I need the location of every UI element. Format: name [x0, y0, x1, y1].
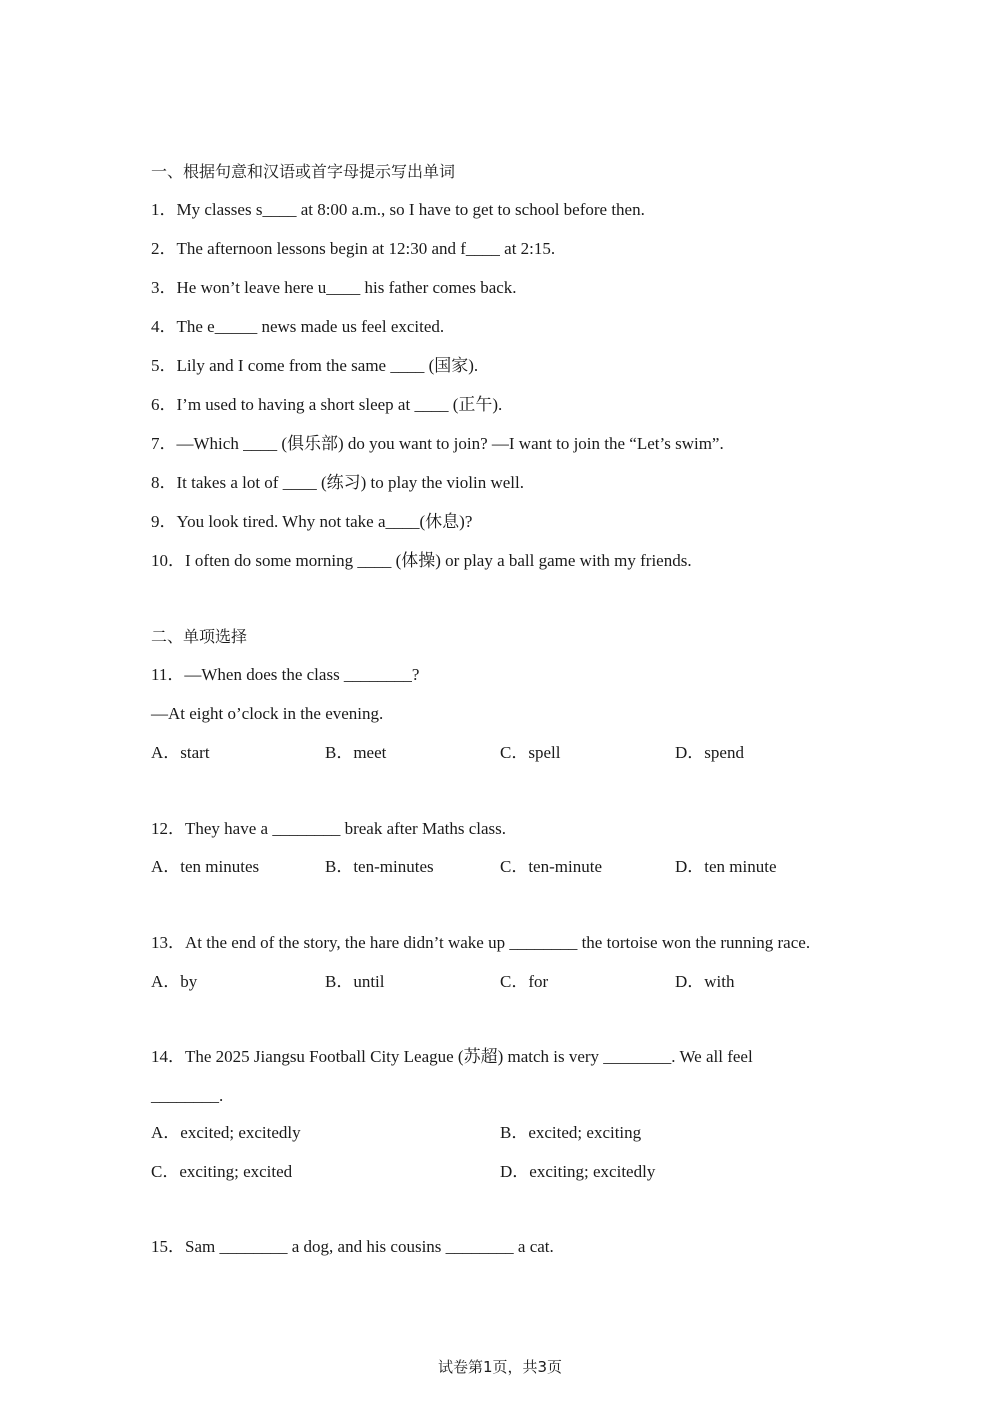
q12-option-c: C．ten-minute	[500, 857, 602, 876]
question-12-stem: 12．They have a ________ break after Maths class.	[151, 819, 506, 838]
question-3: 3．He won’t leave here u____ his father comes back.	[151, 278, 517, 297]
q14-option-b: B．excited; exciting	[500, 1123, 642, 1142]
question-8: 8．It takes a lot of ____ (练习) to play the violin well.	[151, 473, 524, 492]
q14-option-c: C．exciting; excited	[151, 1162, 293, 1181]
section-2-heading: 二、单项选择	[151, 627, 248, 646]
question-14-stem-continued: ________.	[151, 1086, 224, 1105]
q14-option-d: D．exciting; excitedly	[500, 1162, 656, 1181]
question-11-stem: 11．—When does the class ________?	[151, 665, 420, 684]
q11-option-b: B．meet	[325, 743, 387, 762]
question-10: 10．I often do some morning ____ (体操) or play a ball game with my friends.	[151, 551, 692, 570]
q13-option-c: C．for	[500, 972, 549, 991]
question-1: 1．My classes s____ at 8:00 a.m., so I have to get to school before then.	[151, 200, 645, 219]
question-4: 4．The e_____ news made us feel excited.	[151, 317, 445, 336]
question-14-stem: 14．The 2025 Jiangsu Football City League (苏超) match is very ________. We all feel	[151, 1047, 753, 1066]
question-5: 5．Lily and I come from the same ____ (国家).	[151, 356, 479, 375]
q12-option-b: B．ten-minutes	[325, 857, 434, 876]
question-13-stem: 13．At the end of the story, the hare didn’t wake up ________ the tortoise won the running race.	[151, 933, 811, 952]
question-9: 9．You look tired. Why not take a____(休息)?	[151, 512, 473, 531]
q13-option-a: A．by	[151, 972, 198, 991]
q11-option-a: A．start	[151, 743, 210, 762]
question-6: 6．I’m used to having a short sleep at ____ (正午).	[151, 395, 503, 414]
question-7: 7．—Which ____ (俱乐部) do you want to join? —I want to join the “Let’s swim”.	[151, 434, 724, 453]
question-11-answer-line: —At eight o’clock in the evening.	[151, 704, 384, 723]
q13-option-d: D．with	[675, 972, 735, 991]
q12-option-a: A．ten minutes	[151, 857, 260, 876]
page-footer: 试卷第1页，共3页	[437, 1358, 563, 1376]
q14-option-a: A．excited; excitedly	[151, 1123, 301, 1142]
q13-option-b: B．until	[325, 972, 385, 991]
q12-option-d: D．ten minute	[675, 857, 777, 876]
section-1-heading: 一、根据句意和汉语或首字母提示写出单词	[151, 162, 456, 181]
q11-option-c: C．spell	[500, 743, 561, 762]
question-15-stem: 15．Sam ________ a dog, and his cousins ________ a cat.	[151, 1237, 554, 1256]
q11-option-d: D．spend	[675, 743, 744, 762]
question-2: 2．The afternoon lessons begin at 12:30 and f____ at 2:15.	[151, 239, 556, 258]
